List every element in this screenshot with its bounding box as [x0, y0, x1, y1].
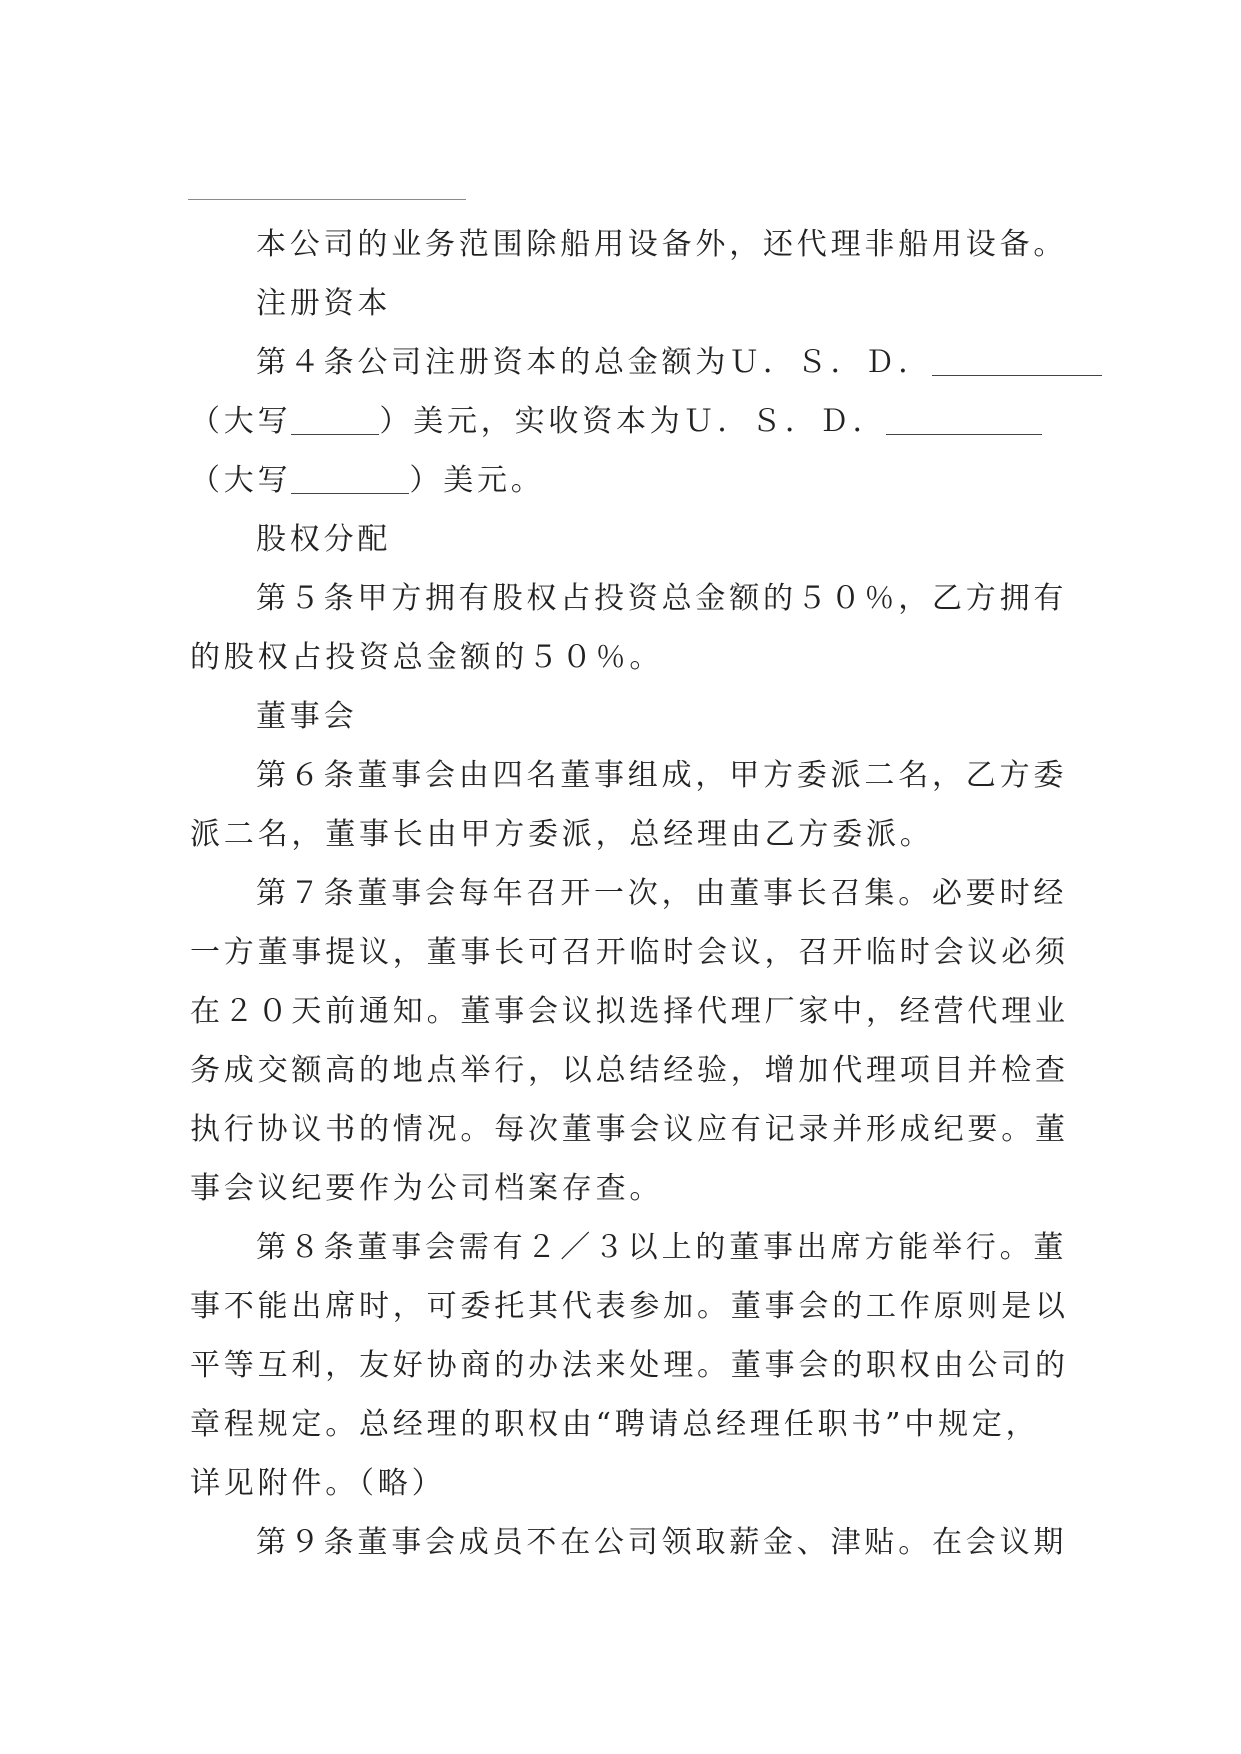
text-line: 第４条公司注册资本的总金额为Ｕ．Ｓ．Ｄ．	[256, 345, 932, 380]
paragraph-article-6-line2	[190, 805, 1050, 864]
text-line: 平等互利，友好协商的办法来处理。董事会的职权由公司的	[190, 1348, 1069, 1383]
text-line: 章程规定。总经理的职权由“聘请总经理任职书”中规定，	[190, 1407, 1040, 1442]
paragraph-article-7-line5	[190, 1100, 1069, 1159]
heading-text: 董事会	[256, 699, 358, 734]
blank-amount-words	[291, 404, 379, 435]
text-line: 第８条董事会需有２／３以上的董事出席方能举行。董	[256, 1230, 1068, 1265]
text-line: ）美元，实收资本为Ｕ．Ｓ．Ｄ．	[379, 404, 887, 439]
text-line: 第７条董事会每年召开一次，由董事长召集。必要时经	[256, 876, 1068, 911]
blank-amount-usd	[932, 345, 1102, 376]
blank-paid-in-words	[291, 463, 409, 494]
paragraph-article-6	[190, 746, 1068, 805]
text-line: 在２０天前通知。董事会议拟选择代理厂家中，经营代理业	[190, 994, 1069, 1029]
text-line: 事会议纪要作为公司档案存查。	[190, 1171, 664, 1206]
paragraph-article-8-line5	[190, 1454, 1050, 1513]
text-line: 派二名，董事长由甲方委派，总经理由乙方委派。	[190, 817, 934, 852]
paragraph-article-4	[190, 333, 1050, 392]
paragraph-article-8-line2	[190, 1277, 1069, 1336]
text-line: 务成交额高的地点举行，以总结经验，增加代理项目并检查	[190, 1053, 1069, 1088]
text-line: 第６条董事会由四名董事组成，甲方委派二名，乙方委	[256, 758, 1068, 793]
paragraph-article-5	[190, 569, 1068, 628]
paragraph-article-5-line2	[190, 628, 1050, 687]
paragraph-article-7	[190, 864, 1068, 923]
paragraph-article-7-line6	[190, 1159, 1050, 1218]
document-body	[190, 215, 1069, 1572]
text-line: 第９条董事会成员不在公司领取薪金、津贴。在会议期	[256, 1525, 1068, 1560]
text-line: 的股权占投资总金额的５０％。	[190, 640, 664, 675]
text-line: 一方董事提议，董事长可召开临时会议，召开临时会议必须	[190, 935, 1069, 970]
heading-equity-distribution	[190, 510, 1050, 569]
text-line: 第５条甲方拥有股权占投资总金额的５０％，乙方拥有	[256, 581, 1068, 616]
text-line: ）美元。	[409, 463, 545, 498]
heading-registered-capital	[190, 274, 1050, 333]
text-line: （大写	[190, 404, 292, 439]
paragraph-article-4-line2	[190, 392, 1050, 451]
paragraph-article-7-line4	[190, 1041, 1069, 1100]
header-rule	[188, 199, 466, 200]
paragraph-article-9	[190, 1513, 1068, 1572]
paragraph-article-8-line4	[190, 1395, 1050, 1454]
heading-text: 注册资本	[256, 286, 392, 321]
heading-board-of-directors	[190, 687, 1050, 746]
text-line: 事不能出席时，可委托其代表参加。董事会的工作原则是以	[190, 1289, 1069, 1324]
paragraph-business-scope	[190, 215, 1068, 274]
paragraph-article-8	[190, 1218, 1068, 1277]
text-line: （大写	[190, 463, 292, 498]
heading-text: 股权分配	[256, 522, 392, 557]
paragraph-article-4-line3	[190, 451, 1050, 510]
text-line: 本公司的业务范围除船用设备外，还代理非船用设备。	[256, 227, 1068, 262]
paragraph-article-7-line2	[190, 923, 1069, 982]
text-line: 详见附件。（略）	[190, 1466, 446, 1501]
paragraph-article-7-line3	[190, 982, 1069, 1041]
text-line: 执行协议书的情况。每次董事会议应有记录并形成纪要。董	[190, 1112, 1069, 1147]
blank-paid-in-usd	[886, 404, 1042, 435]
paragraph-article-8-line3	[190, 1336, 1069, 1395]
